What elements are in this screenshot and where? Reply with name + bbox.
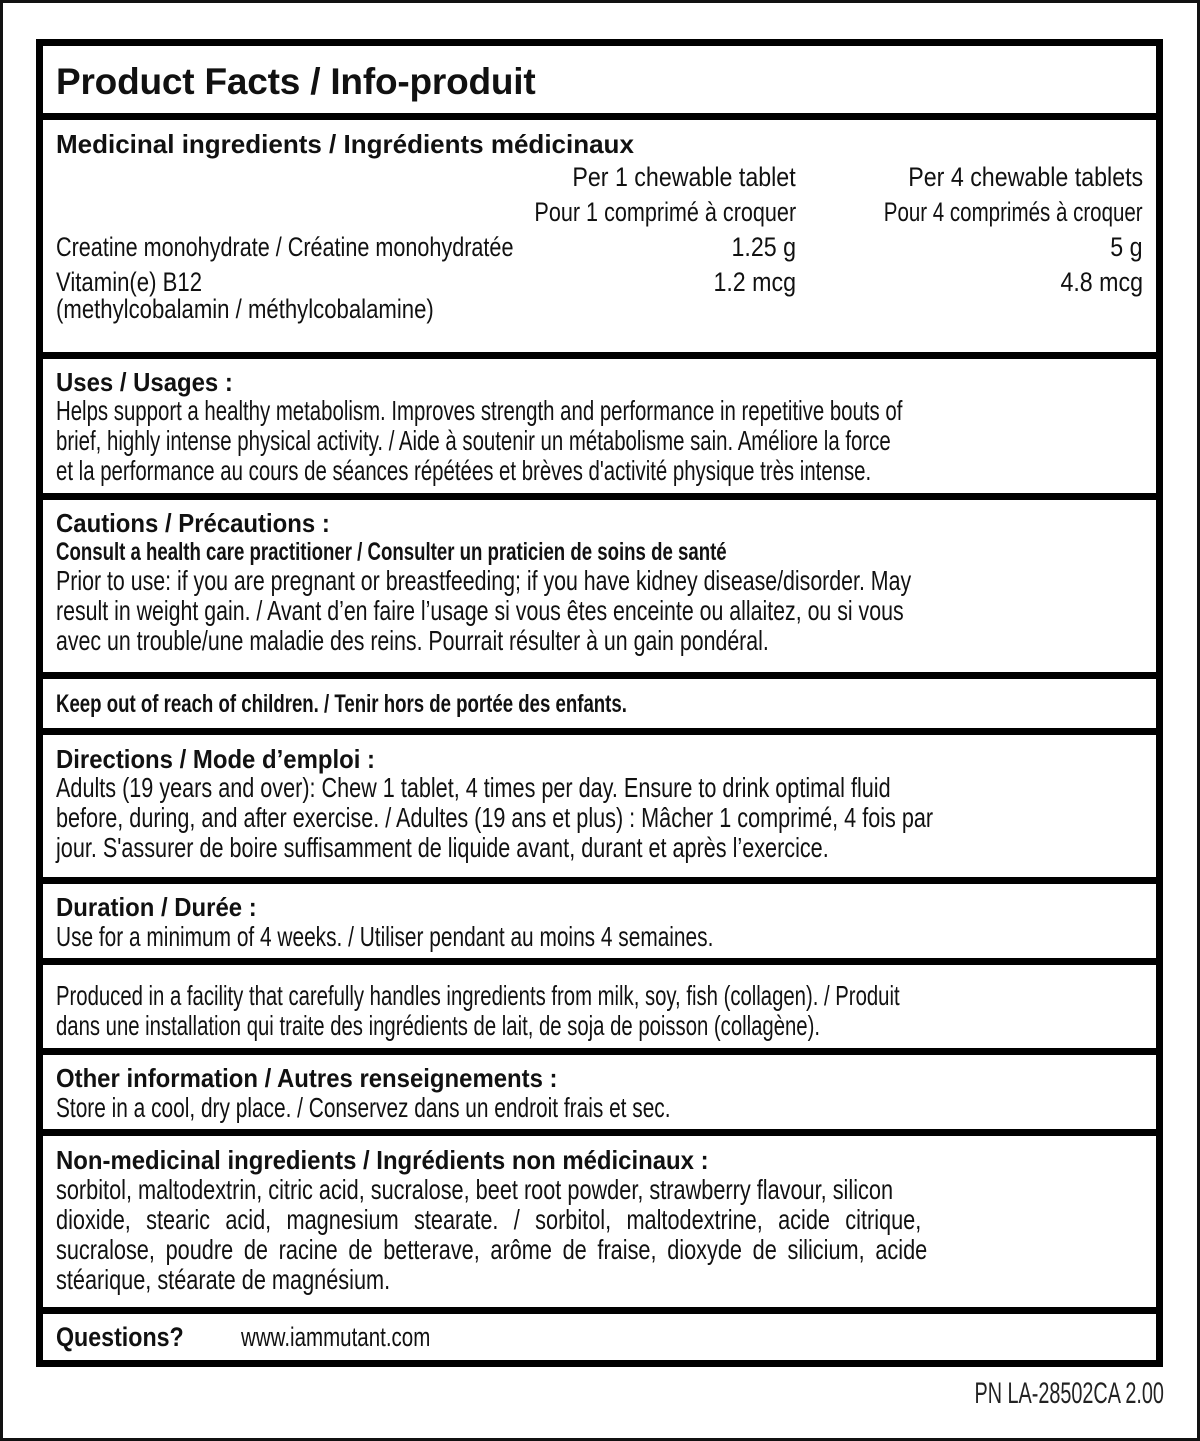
ingredient-subname-b12 (56, 294, 517, 324)
facility-statement-section (43, 965, 1156, 1055)
ingredient-amount-per4-b12 (1047, 267, 1143, 297)
website-link[interactable]: www.iammutant.com (241, 1322, 431, 1352)
uses-line: brief, highly intense physical activity. / Aide à soutenir un métabolisme sain. Améliore la force (56, 425, 891, 456)
product-facts-panel (36, 39, 1163, 1367)
column-header-text: Pour 1 comprimé à croquer (534, 197, 796, 227)
duration-heading-text: Duration / Durée : (56, 892, 257, 922)
uses-line: Helps support a healthy metabolism. Improves strength and performance in repetitive bouts of (56, 395, 903, 426)
facility-line: dans une installation qui traite des ingrédients de lait, de soja de poisson (collagène). (56, 1010, 821, 1041)
other-information-line: Store in a cool, dry place. / Conservez dans un endroit frais et sec. (56, 1092, 671, 1123)
other-information-heading-text: Other information / Autres renseignements : (56, 1063, 558, 1093)
amount-text: 5 g (1110, 232, 1143, 262)
amount-text: 4.8 mcg (1060, 267, 1143, 297)
duration-line: Use for a minimum of 4 weeks. / Utiliser pendant au moins 4 semaines. (56, 921, 714, 952)
ingredient-amount-per4-creatine (1105, 232, 1143, 262)
column-header-per1-en (536, 162, 796, 192)
uses-heading (56, 368, 1143, 397)
column-header-per1-fr (469, 197, 796, 227)
column-header-text: Per 4 chewable tablets (908, 162, 1143, 192)
column-header-per4-fr (802, 197, 1143, 227)
consult-practitioner-text: Consult a health care practitioner / Consulter un praticien de soins de santé (56, 538, 727, 566)
cautions-heading (56, 509, 1143, 538)
title-section (43, 46, 1156, 120)
non-medicinal-heading-text: Non-medicinal ingredients / Ingrédients non médicinaux : (56, 1145, 709, 1175)
medicinal-heading: Medicinal ingredients / Ingrédients médicinaux (56, 129, 634, 159)
directions-line: jour. S'assurer de boire suffisamment de liquide avant, durant et après l’exercice. (56, 832, 829, 863)
questions-label: Questions? (56, 1322, 184, 1352)
non-medicinal-line: sucralose, poudre de racine de betterave, arôme de fraise, dioxyde de silicium, acide (56, 1234, 928, 1265)
non-medicinal-ingredients-section (43, 1136, 1156, 1314)
uses-line: et la performance au cours de séances répétées et brèves d'activité physique très intense. (56, 455, 872, 486)
cautions-line: Prior to use: if you are pregnant or breastfeeding; if you have kidney disease/disorder. May (56, 565, 912, 596)
non-medicinal-line: dioxide, stearic acid, magnesium stearate. / sorbitol, maltodextrine, acide citrique, (56, 1204, 922, 1235)
cautions-heading-text: Cautions / Précautions : (56, 508, 330, 538)
column-header-text: Pour 4 comprimés à croquer (884, 197, 1143, 227)
ingredient-name-b12 (56, 267, 234, 297)
directions-section (43, 735, 1156, 884)
cautions-line: avec un trouble/une maladie des reins. Pourrait résulter à un gain pondéral. (56, 625, 769, 656)
directions-body (56, 773, 1143, 863)
ingredient-amount-per1-b12 (700, 267, 796, 297)
cautions-subheading (56, 538, 1143, 566)
ingredient-subname-text: (methylcobalamin / méthylcobalamine) (56, 294, 434, 324)
directions-line: before, during, and after exercise. / Adultes (19 ans et plus) : Mâcher 1 comprimé, 4 fois par (56, 802, 934, 833)
duration-heading (56, 893, 1143, 922)
duration-section (43, 884, 1156, 965)
medicinal-ingredients-section (43, 120, 1156, 359)
non-medicinal-body (56, 1175, 1143, 1295)
duration-body (56, 922, 1143, 952)
keep-out-section (43, 679, 1156, 735)
column-header-per4-en (870, 162, 1143, 192)
ingredient-name-text: Creatine monohydrate / Créatine monohydratée (56, 232, 514, 262)
column-header-text: Per 1 chewable tablet (572, 162, 796, 192)
cautions-section (43, 500, 1156, 679)
ingredient-amount-per1-creatine (721, 232, 796, 262)
directions-heading (56, 745, 1143, 774)
non-medicinal-line: sorbitol, maltodextrin, citric acid, sucralose, beet root powder, strawberry flavour, silicon (56, 1174, 894, 1205)
cautions-body (56, 566, 1143, 656)
ingredient-name-text: Vitamin(e) B12 (56, 267, 203, 297)
facility-line: Produced in a facility that carefully handles ingredients from milk, soy, fish (collagen). / Produit (56, 980, 900, 1011)
keep-out-text: Keep out of reach of children. / Tenir hors de portée des enfants. (56, 690, 627, 718)
other-information-section (43, 1055, 1156, 1136)
other-information-heading (56, 1064, 1143, 1093)
uses-body (56, 396, 1143, 486)
panel-title: Product Facts / Info-produit (56, 61, 536, 102)
keep-out-warning (56, 690, 1143, 718)
part-number: PN LA-28502CA 2.00 (974, 1377, 1164, 1410)
facility-statement-body (56, 981, 1143, 1041)
amount-text: 1.2 mcg (713, 267, 796, 297)
amount-text: 1.25 g (731, 232, 796, 262)
non-medicinal-heading (56, 1146, 1143, 1175)
uses-heading-text: Uses / Usages : (56, 367, 233, 397)
directions-heading-text: Directions / Mode d’emploi : (56, 744, 375, 774)
non-medicinal-line: stéarique, stéarate de magnésium. (56, 1264, 391, 1295)
ingredient-name-creatine (56, 232, 628, 262)
questions-line (56, 1322, 1143, 1352)
questions-section (43, 1314, 1156, 1360)
cautions-line: result in weight gain. / Avant d’en faire l’usage si vous êtes enceinte ou allaitez, ou si vous (56, 595, 904, 626)
uses-section (43, 359, 1156, 500)
directions-line: Adults (19 years and over): Chew 1 tablet, 4 times per day. Ensure to drink optimal fluid (56, 772, 891, 803)
other-information-body (56, 1093, 1143, 1123)
